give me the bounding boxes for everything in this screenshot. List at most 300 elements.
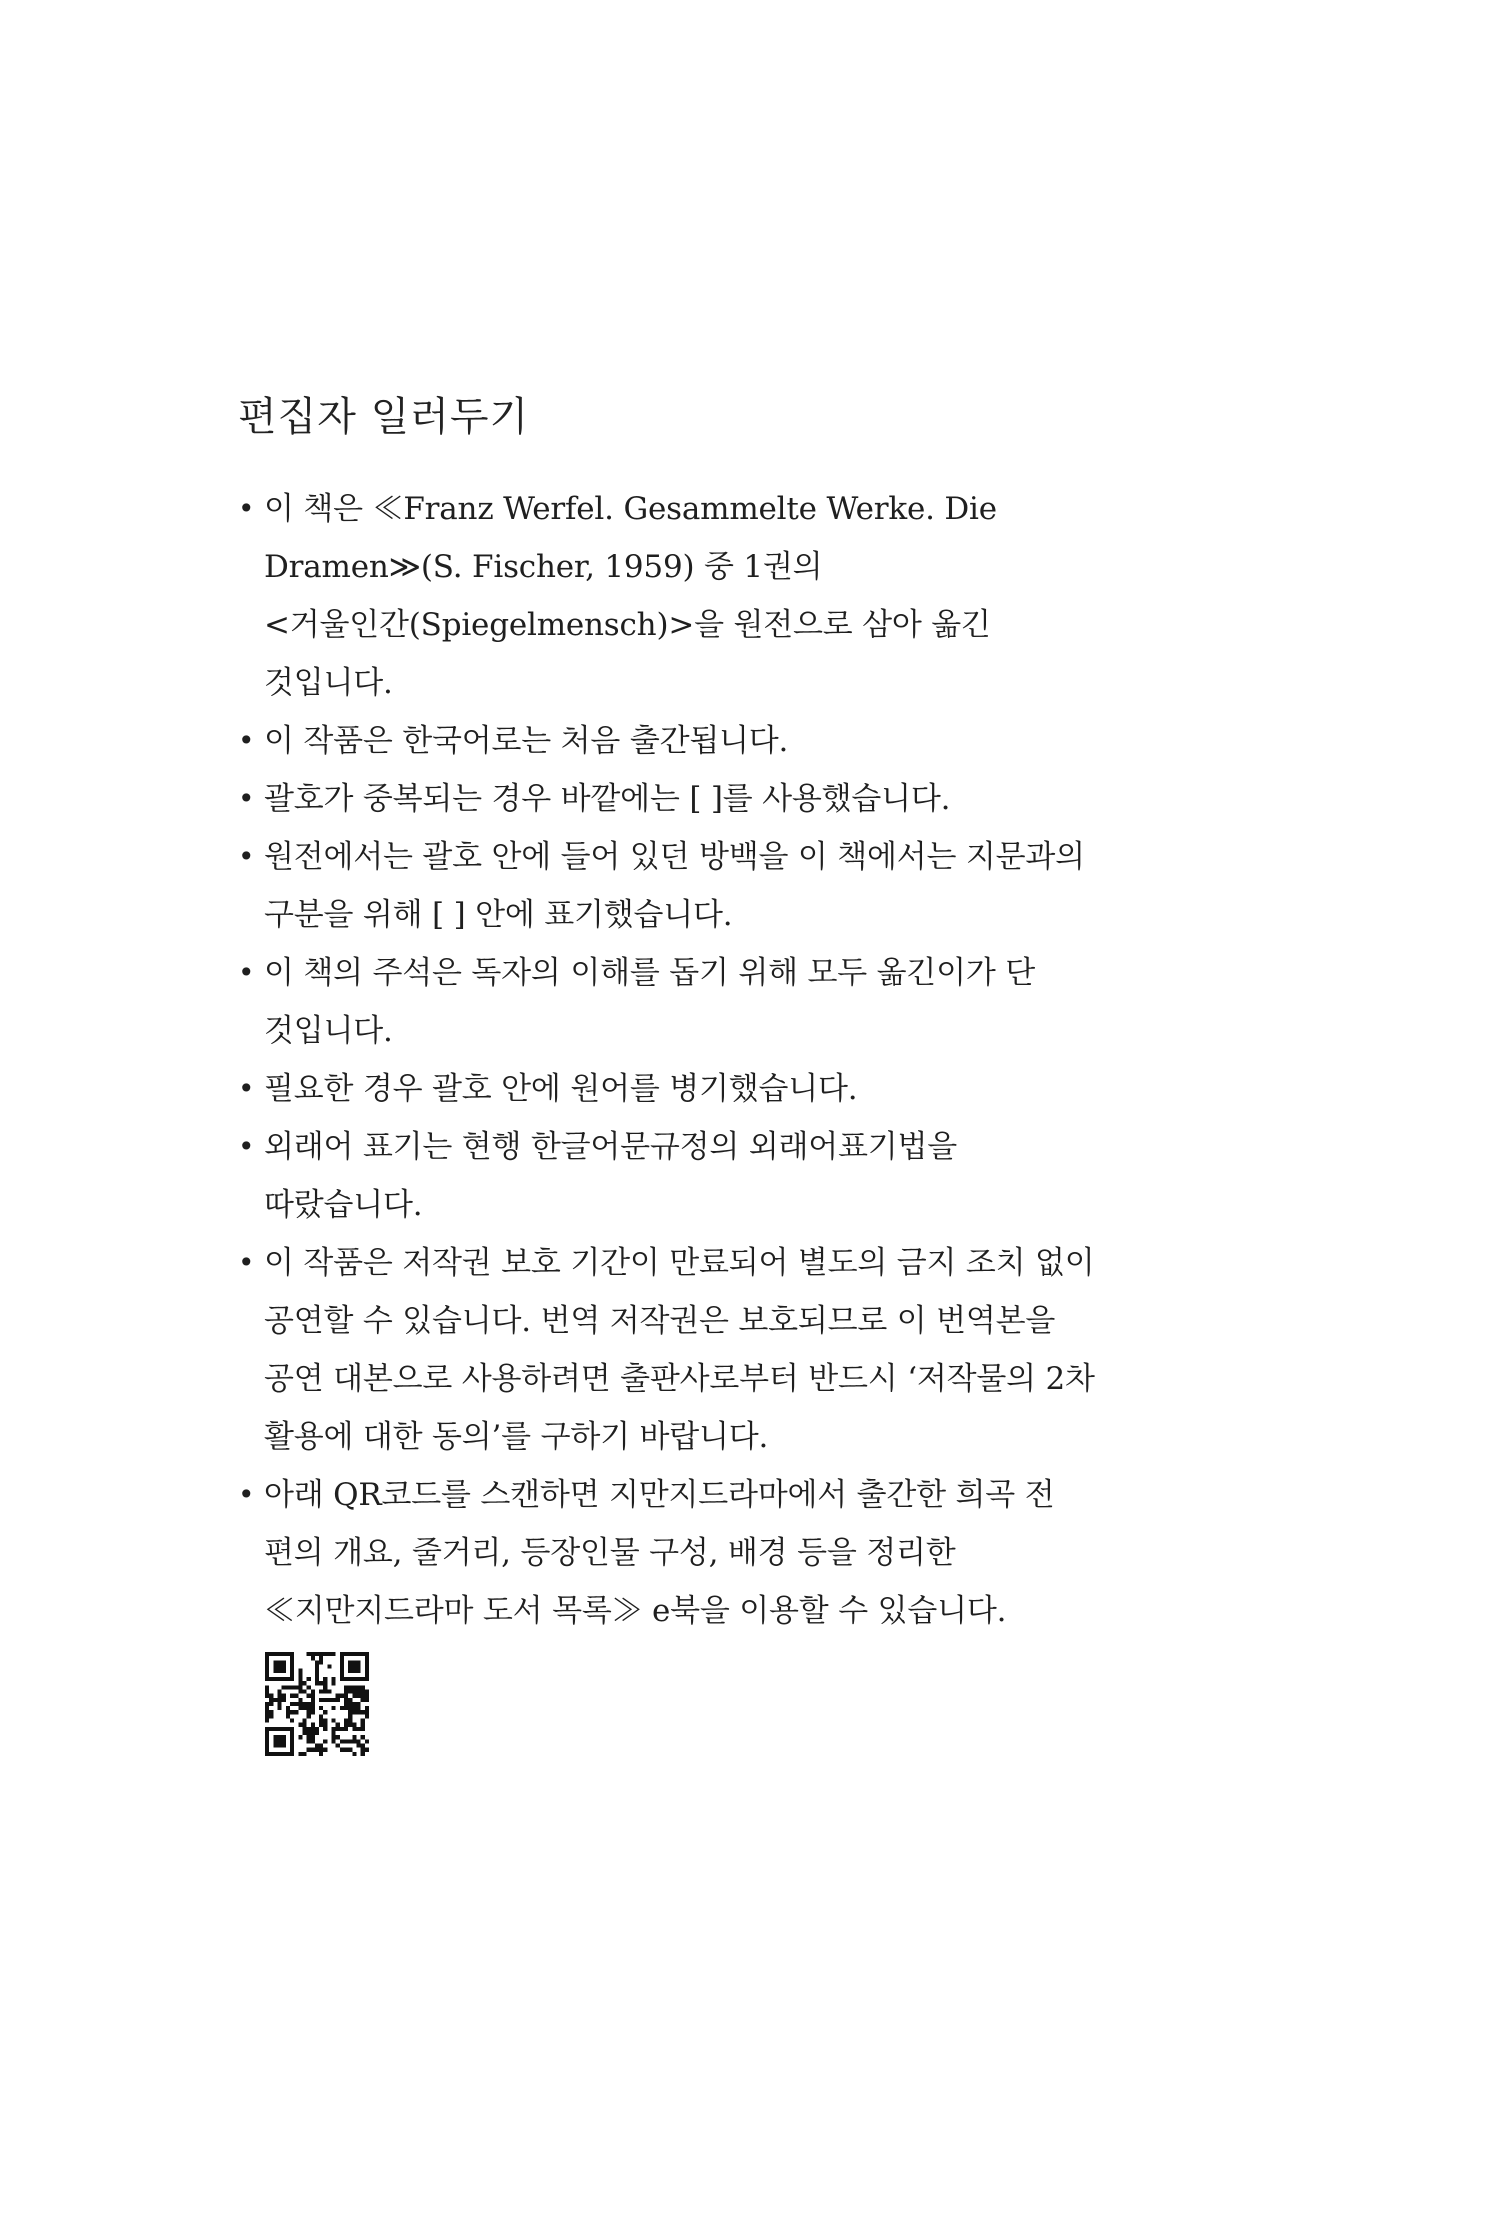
qr-module xyxy=(290,1685,294,1689)
qr-module xyxy=(365,1748,369,1752)
qr-module xyxy=(361,1710,365,1714)
qr-module xyxy=(307,1727,311,1731)
qr-module xyxy=(294,1694,298,1698)
qr-module xyxy=(294,1710,298,1714)
qr-module xyxy=(361,1719,365,1723)
note-line: 것입니다. xyxy=(264,665,393,701)
note-line: 필요한 경우 괄호 안에 원어를 병기했습니다. xyxy=(264,1071,858,1107)
qr-module xyxy=(352,1710,356,1714)
qr-module xyxy=(302,1731,306,1735)
bullet: • xyxy=(238,840,255,873)
qr-module xyxy=(302,1719,306,1723)
bullet: • xyxy=(238,724,255,757)
qr-module xyxy=(265,1664,269,1668)
qr-module xyxy=(365,1739,369,1743)
qr-module xyxy=(290,1731,294,1735)
qr-module xyxy=(344,1727,348,1731)
qr-module xyxy=(286,1714,290,1718)
bullet: • xyxy=(238,956,255,989)
qr-module xyxy=(311,1706,315,1710)
qr-module xyxy=(298,1698,302,1702)
qr-module xyxy=(277,1702,281,1706)
qr-module xyxy=(282,1660,286,1664)
qr-module xyxy=(282,1664,286,1668)
qr-module xyxy=(265,1677,269,1681)
note-line: 따랐습니다. xyxy=(264,1187,423,1223)
qr-module xyxy=(302,1727,306,1731)
qr-module xyxy=(365,1656,369,1660)
qr-module xyxy=(265,1739,269,1743)
list-item xyxy=(238,1118,1188,1234)
qr-module xyxy=(277,1669,281,1673)
list-item xyxy=(238,1466,1188,1640)
qr-module xyxy=(323,1698,327,1702)
qr-module xyxy=(307,1652,311,1656)
qr-module xyxy=(311,1689,315,1693)
qr-module xyxy=(327,1698,331,1702)
qr-module xyxy=(265,1656,269,1660)
qr-module xyxy=(273,1652,277,1656)
qr-module xyxy=(277,1735,281,1739)
bullet: • xyxy=(238,1072,255,1105)
bullet: • xyxy=(238,782,255,815)
qr-module xyxy=(327,1689,331,1693)
note-line: 외래어 표기는 현행 한글어문규정의 외래어표기법을 xyxy=(264,1129,958,1165)
qr-module xyxy=(357,1706,361,1710)
qr-module xyxy=(282,1685,286,1689)
qr-module xyxy=(344,1698,348,1702)
qr-module xyxy=(282,1669,286,1673)
qr-module xyxy=(319,1698,323,1702)
qr-module xyxy=(282,1727,286,1731)
qr-module xyxy=(361,1698,365,1702)
qr-module xyxy=(307,1702,311,1706)
qr-module xyxy=(323,1681,327,1685)
qr-module xyxy=(290,1735,294,1739)
qr-module xyxy=(269,1714,273,1718)
qr-module xyxy=(352,1677,356,1681)
qr-module xyxy=(352,1735,356,1739)
qr-module xyxy=(323,1739,327,1743)
qr-module xyxy=(344,1706,348,1710)
qr-module xyxy=(307,1739,311,1743)
qr-module xyxy=(307,1706,311,1710)
qr-module xyxy=(332,1698,336,1702)
qr-module xyxy=(315,1652,319,1656)
qr-module xyxy=(282,1652,286,1656)
qr-module xyxy=(290,1660,294,1664)
qr-module xyxy=(315,1669,319,1673)
note-line: Dramen≫(S. Fischer, 1959) 중 1권의 xyxy=(264,549,823,585)
qr-module xyxy=(311,1694,315,1698)
qr-module xyxy=(319,1748,323,1752)
qr-module xyxy=(290,1744,294,1748)
qr-module xyxy=(344,1689,348,1693)
qr-module xyxy=(332,1735,336,1739)
qr-module xyxy=(365,1694,369,1698)
qr-module xyxy=(286,1710,290,1714)
qr-module xyxy=(357,1710,361,1714)
qr-module xyxy=(265,1744,269,1748)
qr-module xyxy=(348,1685,352,1689)
qr-module xyxy=(332,1719,336,1723)
qr-module xyxy=(319,1652,323,1656)
qr-module xyxy=(348,1748,352,1752)
qr-module xyxy=(352,1752,356,1756)
qr-module xyxy=(315,1664,319,1668)
qr-module xyxy=(352,1694,356,1698)
qr-module xyxy=(290,1748,294,1752)
qr-module xyxy=(365,1710,369,1714)
qr-module xyxy=(311,1727,315,1731)
qr-module xyxy=(340,1669,344,1673)
qr-module xyxy=(352,1685,356,1689)
qr-module xyxy=(357,1702,361,1706)
qr-module xyxy=(336,1694,340,1698)
qr-module xyxy=(273,1677,277,1681)
qr-module xyxy=(265,1689,269,1693)
qr-module xyxy=(290,1694,294,1698)
qr-module xyxy=(307,1710,311,1714)
qr-module xyxy=(273,1739,277,1743)
qr-module xyxy=(323,1727,327,1731)
qr-module xyxy=(348,1698,352,1702)
qr-module xyxy=(315,1673,319,1677)
qr-module xyxy=(302,1702,306,1706)
qr-module xyxy=(265,1706,269,1710)
qr-module xyxy=(361,1689,365,1693)
qr-module xyxy=(265,1714,269,1718)
qr-module xyxy=(319,1714,323,1718)
qr-module xyxy=(265,1652,269,1656)
qr-module xyxy=(361,1744,365,1748)
qr-module xyxy=(286,1652,290,1656)
qr-module xyxy=(282,1677,286,1681)
qr-module xyxy=(352,1727,356,1731)
qr-module xyxy=(332,1677,336,1681)
qr-module xyxy=(290,1673,294,1677)
qr-module xyxy=(336,1698,340,1702)
qr-module xyxy=(357,1677,361,1681)
qr-module xyxy=(348,1719,352,1723)
qr-module xyxy=(357,1727,361,1731)
qr-module xyxy=(323,1719,327,1723)
qr-module xyxy=(365,1669,369,1673)
qr-module xyxy=(332,1727,336,1731)
note-line: 활용에 대한 동의’를 구하기 바랍니다. xyxy=(264,1419,769,1455)
qr-module xyxy=(265,1702,269,1706)
qr-module xyxy=(298,1677,302,1681)
qr-module xyxy=(357,1669,361,1673)
qr-module xyxy=(344,1677,348,1681)
qr-module xyxy=(290,1656,294,1660)
qr-module xyxy=(319,1689,323,1693)
qr-module xyxy=(357,1660,361,1664)
qr-module xyxy=(344,1702,348,1706)
qr-module xyxy=(269,1698,273,1702)
note-line: 아래 QR코드를 스캔하면 지만지드라마에서 출간한 희곡 전 xyxy=(264,1477,1055,1513)
qr-module xyxy=(269,1694,273,1698)
page-title: 편집자 일러두기 xyxy=(238,394,530,440)
qr-module xyxy=(290,1710,294,1714)
qr-module xyxy=(286,1752,290,1756)
qr-module xyxy=(298,1702,302,1706)
qr-module xyxy=(336,1735,340,1739)
qr-module xyxy=(265,1752,269,1756)
qr-module xyxy=(348,1702,352,1706)
qr-module xyxy=(332,1681,336,1685)
qr-module xyxy=(348,1689,352,1693)
qr-module xyxy=(327,1652,331,1656)
bullet: • xyxy=(238,1130,255,1163)
qr-module xyxy=(344,1652,348,1656)
note-line: 공연할 수 있습니다. 번역 저작권은 보호되므로 이 번역본을 xyxy=(264,1303,1056,1339)
qr-module xyxy=(290,1677,294,1681)
qr-module xyxy=(311,1710,315,1714)
qr-module xyxy=(273,1669,277,1673)
qr-module xyxy=(282,1735,286,1739)
qr-module xyxy=(269,1752,273,1756)
qr-module xyxy=(269,1677,273,1681)
qr-module xyxy=(290,1669,294,1673)
qr-module xyxy=(348,1660,352,1664)
qr-module xyxy=(315,1677,319,1681)
qr-module xyxy=(361,1727,365,1731)
qr-module xyxy=(286,1677,290,1681)
qr-module xyxy=(344,1748,348,1752)
qr-module xyxy=(277,1689,281,1693)
note-line: ≪지만지드라마 도서 목록≫ e북을 이용할 수 있습니다. xyxy=(264,1593,1007,1629)
qr-module xyxy=(319,1719,323,1723)
qr-module xyxy=(348,1652,352,1656)
note-line: <거울인간(Spiegelmensch)>을 원전으로 삼아 옮긴 xyxy=(264,607,991,643)
note-line: 공연 대본으로 사용하려면 출판사로부터 반드시 ‘저작물의 2차 xyxy=(264,1361,1095,1397)
qr-module xyxy=(277,1706,281,1710)
qr-module xyxy=(344,1685,348,1689)
qr-module xyxy=(282,1744,286,1748)
qr-module xyxy=(336,1723,340,1727)
note-line: 괄호가 중복되는 경우 바깥에는 [ ]를 사용했습니다. xyxy=(264,781,951,817)
list-item xyxy=(238,944,1188,1060)
qr-module xyxy=(352,1702,356,1706)
qr-module xyxy=(365,1652,369,1656)
qr-module xyxy=(315,1748,319,1752)
qr-module xyxy=(365,1673,369,1677)
qr-module xyxy=(302,1681,306,1685)
note-line: 이 책은 ≪Franz Werfel. Gesammelte Werke. Die xyxy=(264,491,997,527)
qr-module xyxy=(361,1748,365,1752)
qr-module xyxy=(315,1744,319,1748)
qr-module xyxy=(348,1706,352,1710)
qr-module xyxy=(311,1656,315,1660)
note-line: 원전에서는 괄호 안에 들어 있던 방백을 이 책에서는 지문과의 xyxy=(264,839,1085,875)
qr-module xyxy=(269,1652,273,1656)
qr-module xyxy=(340,1727,344,1731)
qr-module xyxy=(302,1752,306,1756)
qr-module xyxy=(273,1752,277,1756)
qr-module xyxy=(357,1694,361,1698)
qr-module xyxy=(294,1702,298,1706)
qr-module xyxy=(323,1723,327,1727)
qr-module xyxy=(282,1739,286,1743)
qr-module xyxy=(323,1710,327,1714)
qr-module xyxy=(315,1681,319,1685)
qr-module xyxy=(361,1752,365,1756)
qr-module xyxy=(352,1664,356,1668)
qr-module xyxy=(365,1706,369,1710)
qr-module xyxy=(361,1735,365,1739)
qr-module xyxy=(302,1706,306,1710)
qr-module xyxy=(265,1731,269,1735)
qr-module xyxy=(302,1689,306,1693)
qr-module xyxy=(340,1652,344,1656)
qr-module xyxy=(277,1727,281,1731)
qr-module xyxy=(273,1664,277,1668)
qr-module xyxy=(340,1677,344,1681)
qr-module xyxy=(265,1660,269,1664)
qr-module xyxy=(298,1673,302,1677)
qr-module xyxy=(290,1739,294,1743)
qr-module xyxy=(277,1752,281,1756)
qr-module xyxy=(340,1739,344,1743)
qr-module xyxy=(352,1739,356,1743)
qr-module xyxy=(319,1744,323,1748)
qr-module xyxy=(277,1660,281,1664)
qr-module xyxy=(352,1723,356,1727)
qr-module xyxy=(332,1731,336,1735)
qr-module xyxy=(286,1727,290,1731)
qr-module xyxy=(348,1669,352,1673)
qr-module xyxy=(265,1710,269,1714)
qr-module xyxy=(286,1706,290,1710)
qr-module xyxy=(290,1752,294,1756)
qr-module xyxy=(265,1735,269,1739)
qr-module xyxy=(307,1731,311,1735)
bullet: • xyxy=(238,492,255,525)
qr-module xyxy=(298,1685,302,1689)
qr-module xyxy=(269,1702,273,1706)
qr-module xyxy=(348,1677,352,1681)
qr-module xyxy=(365,1689,369,1693)
qr-module xyxy=(273,1698,277,1702)
qr-module xyxy=(311,1748,315,1752)
qr-module xyxy=(298,1689,302,1693)
qr-module xyxy=(344,1694,348,1698)
qr-module xyxy=(265,1669,269,1673)
qr-module xyxy=(311,1652,315,1656)
list-item xyxy=(238,1060,1188,1118)
qr-module xyxy=(332,1706,336,1710)
qr-module xyxy=(315,1731,319,1735)
qr-module xyxy=(277,1652,281,1656)
qr-module xyxy=(265,1694,269,1698)
qr-module xyxy=(294,1685,298,1689)
qr-module xyxy=(348,1710,352,1714)
note-line: 이 책의 주석은 독자의 이해를 돕기 위해 모두 옮긴이가 단 xyxy=(264,955,1036,991)
qr-module xyxy=(327,1664,331,1668)
qr-module xyxy=(319,1752,323,1756)
qr-module xyxy=(277,1694,281,1698)
qr-module xyxy=(323,1652,327,1656)
qr-module xyxy=(323,1689,327,1693)
qr-module xyxy=(357,1744,361,1748)
qr-module xyxy=(340,1673,344,1677)
qr-module xyxy=(311,1731,315,1735)
qr-module xyxy=(273,1660,277,1664)
qr-module xyxy=(311,1698,315,1702)
qr-module xyxy=(265,1727,269,1731)
qr-module xyxy=(340,1656,344,1660)
note-line: 편의 개요, 줄거리, 등장인물 구성, 배경 등을 정리한 xyxy=(264,1535,956,1571)
qr-module xyxy=(361,1652,365,1656)
qr-module xyxy=(298,1681,302,1685)
qr-module xyxy=(336,1744,340,1748)
qr-module xyxy=(307,1714,311,1718)
qr-module xyxy=(365,1714,369,1718)
qr-module xyxy=(307,1694,311,1698)
qr-module xyxy=(340,1706,344,1710)
qr-module xyxy=(282,1698,286,1702)
qr-module xyxy=(332,1652,336,1656)
qr-module xyxy=(348,1739,352,1743)
qr-module xyxy=(298,1752,302,1756)
note-line: 이 작품은 저작권 보호 기간이 만료되어 별도의 금지 조치 없이 xyxy=(264,1245,1095,1281)
qr-module xyxy=(319,1706,323,1710)
qr-module xyxy=(311,1702,315,1706)
editor-notes-list xyxy=(238,480,1188,1640)
qr-module xyxy=(290,1652,294,1656)
qr-module xyxy=(277,1698,281,1702)
qr-module xyxy=(315,1727,319,1731)
qr-module xyxy=(277,1739,281,1743)
qr-module xyxy=(340,1660,344,1664)
qr-module xyxy=(340,1694,344,1698)
qr-module xyxy=(269,1710,273,1714)
qr-module xyxy=(307,1735,311,1739)
qr-module xyxy=(319,1723,323,1727)
note-line: 이 작품은 한국어로는 처음 출간됩니다. xyxy=(264,723,789,759)
qr-module xyxy=(273,1735,277,1739)
qr-module xyxy=(323,1677,327,1681)
qr-module xyxy=(340,1664,344,1668)
qr-module xyxy=(298,1669,302,1673)
qr-module xyxy=(265,1685,269,1689)
qr-module xyxy=(265,1673,269,1677)
qr-module xyxy=(344,1723,348,1727)
qr-module xyxy=(298,1735,302,1739)
list-item xyxy=(238,480,1188,712)
qr-module xyxy=(269,1727,273,1731)
qr-module xyxy=(348,1723,352,1727)
qr-module xyxy=(352,1669,356,1673)
qr-module xyxy=(307,1677,311,1681)
qr-module xyxy=(319,1656,323,1660)
qr-module xyxy=(336,1727,340,1731)
qr-code-icon[interactable] xyxy=(265,1652,369,1756)
qr-module xyxy=(357,1689,361,1693)
qr-module xyxy=(365,1660,369,1664)
qr-module xyxy=(340,1748,344,1752)
qr-module xyxy=(265,1719,269,1723)
qr-module xyxy=(352,1689,356,1693)
qr-module xyxy=(361,1694,365,1698)
qr-module xyxy=(311,1723,315,1727)
qr-module xyxy=(282,1752,286,1756)
qr-module xyxy=(357,1685,361,1689)
qr-module xyxy=(277,1677,281,1681)
qr-module xyxy=(298,1723,302,1727)
qr-module xyxy=(273,1744,277,1748)
